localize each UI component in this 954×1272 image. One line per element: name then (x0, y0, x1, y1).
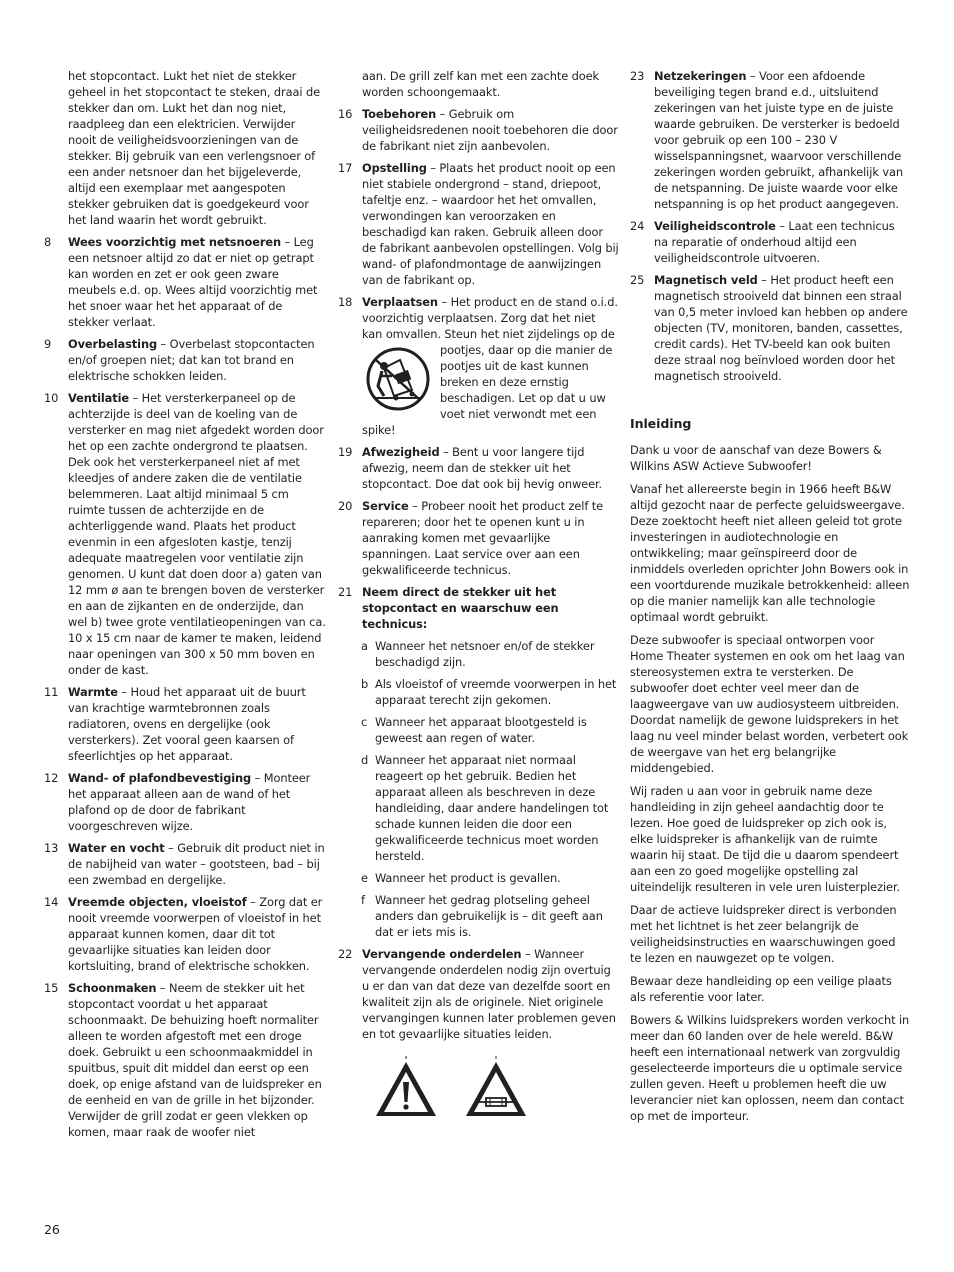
item-title: Vreemde objecten, vloeistof (68, 895, 247, 909)
item-number: 11 (44, 685, 59, 699)
sub-item (338, 638, 619, 670)
item-number: 22 (338, 947, 353, 961)
sub-item-letter: d (361, 753, 369, 767)
sub-item-letter: f (361, 893, 365, 907)
item-title: Neem direct de stekker uit het stopcontact en waarschuw een technicus: (362, 585, 559, 631)
item-title: Verplaatsen (362, 295, 438, 309)
item-text: – Het product en de stand o.i.d. voorzichtig verplaatsen. Zorg dat het niet kan omvallen. Steun het niet zijdelings op de pootjes, daar op die manier de (362, 295, 618, 357)
sub-item-letter: c (361, 715, 368, 729)
item-text: – Houd het apparaat uit de buurt van krachtige warmtebronnen zoals radiatoren, ovens en dergelijke (ook versterkers). Zet vooral geen kaarsen of sfeerlichtjes op het apparaat. (68, 685, 306, 763)
item-number: 20 (338, 499, 353, 513)
column-1 (44, 68, 326, 1146)
item-title: Afwezigheid (362, 445, 440, 459)
safety-item (44, 390, 326, 678)
safety-item (338, 160, 619, 288)
section-heading: Inleiding (630, 416, 692, 431)
item-text: aan. De grill zelf kan met een zachte doek worden schoongemaakt. (362, 69, 600, 99)
paragraph: Vanaf het allereerste begin in 1966 heeft B&W altijd gezocht naar de perfecte geluidsweergave. Deze zoektocht heeft niet alleen geleid tot grote investeringen in audiotechnologie en ontwikkeling; maar geïnspireerd door de inmiddels overleden oprichter John Bowers ook in een voortdurende muzikale betrokkenheid: alleen op die manier namelijk kan alle technologie optimaal wordt gebruikt. (630, 482, 910, 624)
item-title: Warmte (68, 685, 118, 699)
item-title: Water en vocht (68, 841, 165, 855)
sub-item-text: Wanneer het apparaat niet normaal reageert op het gebruik. Bedien het apparaat alleen als beschreven in deze handleiding, daar andere handelingen tot schade kunnen leiden die door een gekwalificeerde technicus moet worden hersteld. (375, 753, 609, 863)
item-number: 9 (44, 337, 52, 351)
safety-list-2a (338, 106, 619, 288)
sub-item-text: Wanneer het apparaat blootgesteld is geweest aan regen of water. (375, 715, 587, 745)
item-title: Service (362, 499, 409, 513)
safety-list-2b (338, 444, 619, 578)
safety-item (44, 840, 326, 888)
item-title: Schoonmaken (68, 981, 157, 995)
item-text: – Gebruik dit product niet in de nabijheid van water – gootsteen, bad – bij een zwembad en dergelijke. (68, 841, 325, 887)
column-3 (630, 68, 910, 1131)
sub-item-text: Wanneer het gedrag plotseling geheel anders dan gebruikelijk is – dit geeft aan dat er iets mis is. (375, 893, 603, 939)
item-number: 21 (338, 585, 353, 599)
item-15-continuation (338, 68, 619, 100)
item-number: 10 (44, 391, 59, 405)
item-7-continuation (44, 68, 326, 228)
item-text: – Het versterkerpaneel op de achterzijde is deel van de koeling van de versterker en mag niet afgedekt worden door het op een zachte ondergrond te plaatsen. Dek ook het versterkerpaneel niet af met kleedjes of andere zaken die de ventilatie belemmeren. Laat altijd minimaal 5 cm ruimte tussen de achterzijde en de achterliggende wand. Plaats het product evenmin in een afgesloten kastje, tenzij adequate maatregelen voor ventilatie zijn genomen. U kunt dat doen door a) gaten van 12 mm ø aan te brengen boven de versterker en aan de zijkanten en de onderzijde, dan wel b) twee grote ventilatieopeningen van ca. 10 x 15 cm naar de kamer te maken, leidend naar openingen van 300 x 50 mm boven en onder de kast. (68, 391, 326, 677)
safety-item (44, 234, 326, 330)
sub-item (338, 892, 619, 940)
item-number: 12 (44, 771, 59, 785)
item-number: 17 (338, 161, 353, 175)
sub-item (338, 676, 619, 708)
item-text: – Bent u voor langere tijd afwezig, neem dan de stekker uit het stopcontact. Doe dat ook bij hevig onweer. (362, 445, 603, 491)
item-18 (338, 294, 619, 438)
item-text: het stopcontact. Lukt het niet de stekker geheel in het stopcontact te steken, draai de stekker dan om. Lukt het dan nog niet, raadpleeg dan een elektricien. Verwijder nooit de veiligheidsvoorzieningen van de stekker. Bij gebruik van een verlengsnoer of een ander netsnoer dan het bijgeleverde, altijd een exemplaar met aangespoten stekker gebruiken dat is goedgekeurd voor het land waarin het wordt gebruikt. (68, 69, 320, 227)
exclamation-warning-icon (374, 1056, 438, 1120)
paragraph: Daar de actieve luidspreker direct is verbonden met het lichtnet is het zeer belangrijk de veiligheidsinstructies en waarschuwingen goed te lezen en nauwgezet op te volgen. (630, 903, 897, 965)
item-title: Opstelling (362, 161, 427, 175)
safety-item (630, 272, 910, 384)
item-text: – Zorg dat er nooit vreemde voorwerpen of vloeistof in het apparaat kunnen komen, daar dit tot gevaarlijke situaties kan leiden door kortsluiting, brand of elektrische schokken. (68, 895, 323, 973)
fuse-warning-icon (464, 1056, 528, 1120)
safety-item (630, 218, 910, 266)
sub-item (338, 714, 619, 746)
item-text: – Leg een netsnoer altijd zo dat er niet op getrapt kan worden en zet er ook geen zware meubels e.d. op. Wees altijd voorzichtig met het snoer waar het het apparaat of de stekker verlaat. (68, 235, 318, 329)
item-text: – Het product heeft een magnetisch strooiveld dat binnen een straal van 0,5 meter invloed kan hebben op andere objecten (TV, monitoren, banden, cassettes, credit cards). Het TV-beeld kan ook buiten deze straal nog beïnvloed worden door het magnetisch strooiveld. (654, 273, 908, 383)
item-text: – Probeer nooit het product zelf te repareren; door het te openen kunt u in aanraking komen met gevaarlijke spanningen. Laat service over aan een gekwalificeerde technicus. (362, 499, 604, 577)
item-number: 18 (338, 295, 353, 309)
safety-item (338, 106, 619, 154)
item-number: 16 (338, 107, 353, 121)
item-number: 15 (44, 981, 59, 995)
warning-symbols (338, 1056, 619, 1120)
paragraph: Bewaar deze handleiding op een veilige plaats als referentie voor later. (630, 974, 892, 1004)
safety-item (44, 980, 326, 1140)
item-title: Magnetisch veld (654, 273, 758, 287)
paragraph: Deze subwoofer is speciaal ontworpen voor Home Theater systemen en ook om het laag van stereosystemen extra te versterken. De subwoofer doet echter veel meer dan de laagweergave van uw audiosysteem uitbreiden. Doordat namelijk de gewone luidsprekers in het laag nu veel minder belast worden, verbetert ook de weergave van het erg belangrijke middengebied. (630, 633, 909, 775)
item-21 (338, 584, 619, 632)
item-text: – Gebruik om veiligheidsredenen nooit toebehoren die door de fabrikant niet zijn aanbevolen. (362, 107, 618, 153)
item-number: 13 (44, 841, 59, 855)
item-text: – Laat een technicus na reparatie of onderhoud altijd een veiligheidscontrole uitvoeren. (654, 219, 895, 265)
item-title: Wand- of plafondbevestiging (68, 771, 252, 785)
item-title: Toebehoren (362, 107, 437, 121)
paragraph: Wij raden u aan voor in gebruik name deze handleiding in zijn geheel aandachtig door te lezen. Hoe goed de luidspreker op zich ook is, elke luidspreker is afhankelijk van de ruimte waarin hij staat. De tijd die u daarom spendeert aan een zo goed mogelijke opstelling zal uiteindelijk resulteren in vele uren luisterplezier. (630, 784, 901, 894)
item-21-subitems (338, 638, 619, 940)
column-2 (338, 68, 619, 1120)
item-number: 14 (44, 895, 59, 909)
item-text: – Overbelast stopcontacten en/of groepen niet; dat kan tot brand en elektrische schokken leiden. (68, 337, 315, 383)
safety-list-1 (44, 234, 326, 1140)
safety-item (44, 336, 326, 384)
sub-item-letter: b (361, 677, 369, 691)
item-number: 25 (630, 273, 645, 287)
item-number: 19 (338, 445, 353, 459)
item-number: 24 (630, 219, 645, 233)
safety-item (44, 770, 326, 834)
sub-item-letter: e (361, 871, 368, 885)
item-text: – Wanneer vervangende onderdelen nodig zijn overtuig u er dan van dat deze van dezelfde soort en kwaliteit zijn als de originele. Niet originele vervangingen kunnen later problemen geven en tot gevaarlijke situaties leiden. (362, 947, 616, 1041)
item-title: Veiligheidscontrole (654, 219, 776, 233)
safety-item (44, 894, 326, 974)
item-number: 8 (44, 235, 52, 249)
item-number: 23 (630, 69, 645, 83)
sub-item-text: Als vloeistof of vreemde voorwerpen in het apparaat terecht zijn gekomen. (375, 677, 617, 707)
sub-item-text: Wanneer het product is gevallen. (375, 871, 561, 885)
sub-item-letter: a (361, 639, 368, 653)
safety-item (44, 684, 326, 764)
safety-list-3 (630, 68, 910, 384)
paragraph: Bowers & Wilkins luidsprekers worden verkocht in meer dan 60 landen over de hele wereld. B&W heeft een internationaal netwerk van zorgvuldig geselecteerde importeurs die u optimale service zullen geven. Heeft u problemen heeft die uw leverancier niet kan oplossen, neem dan contact op met de importeur. (630, 1013, 910, 1123)
sub-item (338, 752, 619, 864)
cart-tipover-warning-icon (362, 346, 434, 412)
item-title: Netzekeringen (654, 69, 747, 83)
sub-item (338, 870, 619, 886)
item-title: Vervangende onderdelen (362, 947, 522, 961)
safety-item (338, 498, 619, 578)
sub-item-text: Wanneer het netsnoer en/of de stekker beschadigd zijn. (375, 639, 595, 669)
item-text: – Voor een afdoende beveiliging tegen brand e.d., uitsluitend zekeringen van het juiste type en de juiste waarde gebruiken. De versterker is bedoeld voor gebruik op een 100 – 230 V wisselspanningsnet, waarvoor verschillende zekeringen worden gebruikt, afhankelijk van de netspanning. De juiste waarde voor elke netspanning is op het product aangegeven. (654, 69, 903, 211)
item-text: pootjes uit de kast kunnen breken en deze ernstig beschadigen. Let op dat u uw voet niet verwondt met een spike! (362, 359, 606, 437)
paragraph: Dank u voor de aanschaf van deze Bowers & Wilkins ASW Actieve Subwoofer! (630, 443, 882, 473)
item-22 (338, 946, 619, 1042)
item-text: – Neem de stekker uit het stopcontact voordat u het apparaat schoonmaakt. De behuizing hoeft normaliter alleen te worden afgestoft met een droge doek. Gebruikt u een schoonmaakmiddel in spuitbus, spuit dit middel dan eerst op een doek, op enige afstand van de luidspreker en de eenheid en van de grille in het bijzonder. Verwijder de grill zodat er geen vlekken op komen, maar raak de woofer niet (68, 981, 322, 1139)
item-title: Overbelasting (68, 337, 158, 351)
item-text: – Plaats het product nooit op een niet stabiele ondergrond – stand, driepoot, tafeltje enz. – waardoor het het omvallen, verwondingen kan veroorzaken en beschadigd kan raken. Gebruik alleen door de fabrikant aanbevolen opstellingen. Volg bij wand- of plafondmontage de aanwijzingen van de fabrikant op. (362, 161, 619, 287)
item-title: Wees voorzichtig met netsnoeren (68, 235, 281, 249)
item-title: Ventilatie (68, 391, 130, 405)
item-text: – Monteer het apparaat alleen aan de wand of het plafond op de door de fabrikant voorgeschreven wijze. (68, 771, 311, 833)
page-number: 26 (44, 1222, 60, 1237)
intro-paragraphs (630, 442, 910, 1124)
safety-item (630, 68, 910, 212)
safety-item (338, 444, 619, 492)
